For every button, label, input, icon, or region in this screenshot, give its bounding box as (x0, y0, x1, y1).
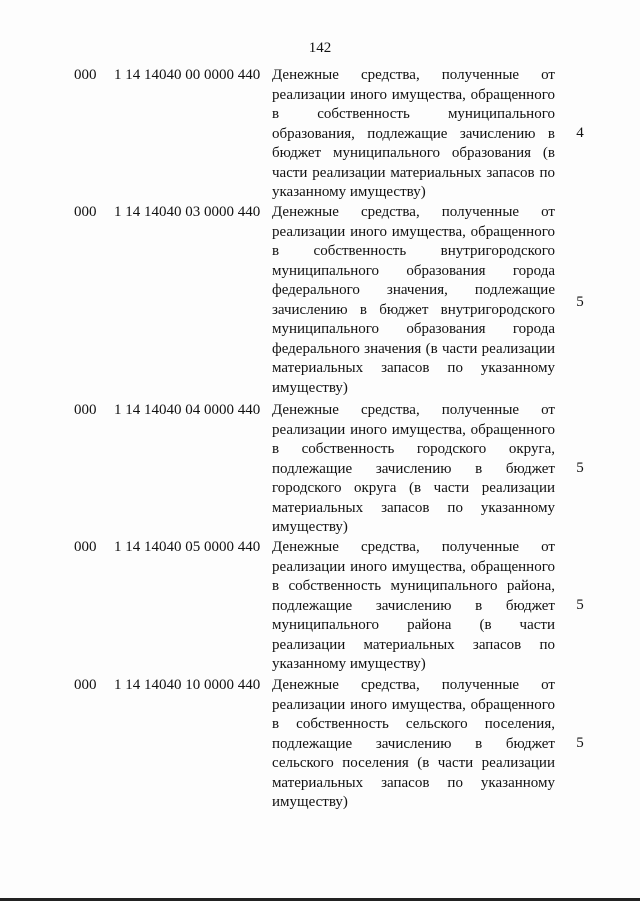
description: Денежные средства, полученные от реализации иного имущества, обращенного в собственность муниципального района, подлежащие зачислению в бюджет муниципального района (в части реализации материальных запасов по указанному имуществу) (272, 539, 555, 672)
code-b: 1 14 14040 00 0000 440 (114, 67, 261, 83)
value: 5 (576, 460, 584, 476)
value: 5 (576, 294, 584, 310)
code-a: 000 (74, 677, 97, 693)
code-a: 000 (74, 204, 97, 220)
description: Денежные средства, полученные от реализации иного имущества, обращенного в собственность муниципального образования, подлежащие зачислению в бюджет муниципального образования (в части реализации материальных запасов по указанному имуществу) (272, 67, 555, 200)
description: Денежные средства, полученные от реализации иного имущества, обращенного в собственность внутригородского муниципального образования города федерального значения, подлежащие зачислению в бюджет внутригородского муниципального образования города федерального значения (в части реализации материальных запасов по указанному имуществу) (272, 204, 555, 396)
page-number: 142 (308, 40, 332, 56)
value: 5 (576, 735, 584, 751)
value: 4 (576, 125, 584, 141)
code-b: 1 14 14040 05 0000 440 (114, 539, 261, 555)
code-a: 000 (74, 539, 97, 555)
code-b: 1 14 14040 04 0000 440 (114, 402, 261, 418)
code-a: 000 (74, 67, 97, 83)
code-b: 1 14 14040 10 0000 440 (114, 677, 261, 693)
value: 5 (576, 597, 584, 613)
code-b: 1 14 14040 03 0000 440 (114, 204, 261, 220)
code-a: 000 (74, 402, 97, 418)
description: Денежные средства, полученные от реализации иного имущества, обращенного в собственность городского округа, подлежащие зачислению в бюджет городского округа (в части реализации материальных запасов по указанному имуществу) (272, 402, 555, 535)
description: Денежные средства, полученные от реализации иного имущества, обращенного в собственность сельского поселения, подлежащие зачислению в бюджет сельского поселения (в части реализации материальных запасов по указанному имуществу) (272, 677, 555, 810)
